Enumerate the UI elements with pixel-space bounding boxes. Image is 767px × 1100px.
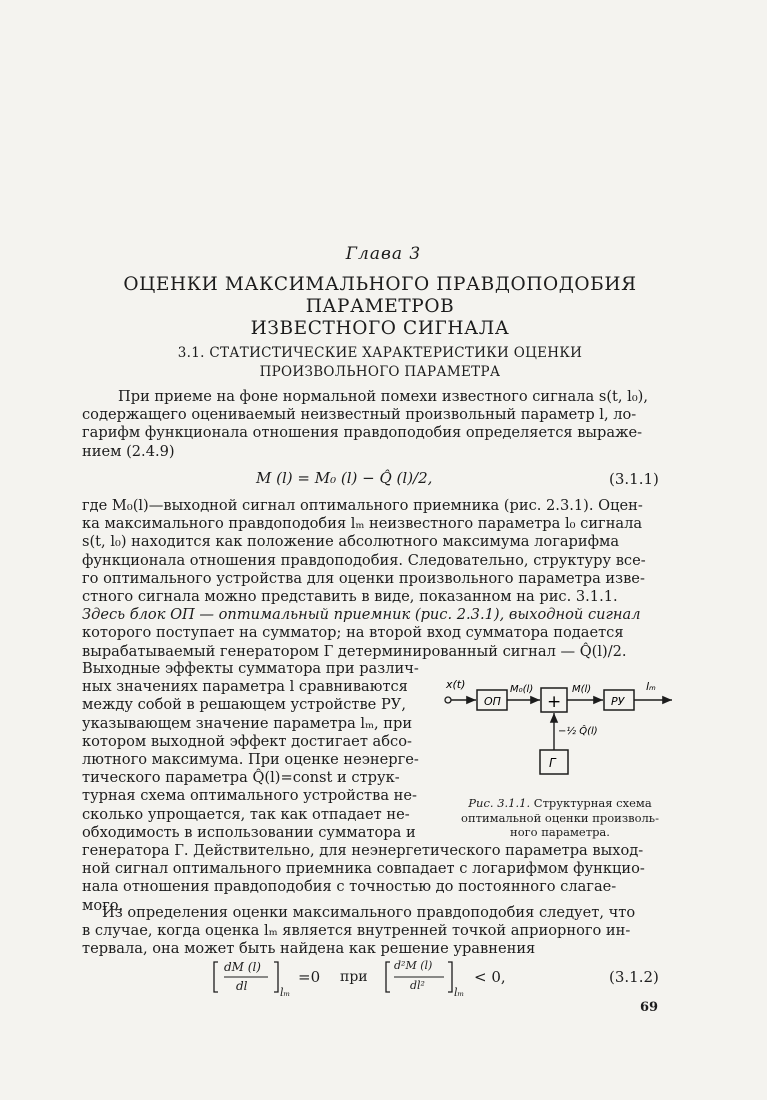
input-terminal (445, 697, 451, 703)
text-line: ка максимального правдоподобия lₘ неизвестного параметра l₀ сигнала (82, 515, 643, 533)
section-heading (120, 344, 640, 382)
op-block-label: ОП (484, 695, 501, 708)
paragraph-3-wrapped (82, 660, 432, 842)
subscript-lm: lₘ (280, 986, 291, 999)
when-word: при (340, 969, 368, 985)
text-line: между собой в решающем устройстве РУ, (82, 696, 406, 714)
text-line: функционала отношения правдоподобия. Следовательно, структуру все- (82, 551, 646, 569)
less-than-zero: < 0, (474, 968, 506, 986)
equation-number: (3.1.1) (609, 470, 659, 488)
chapter-label: Глава 3 (345, 244, 422, 264)
generator-label: Г (549, 756, 556, 770)
equation-number: (3.1.2) (609, 968, 659, 986)
m-label: M(l) (572, 684, 592, 695)
input-label: x(t) (446, 678, 466, 691)
ru-block-label: РУ (611, 695, 625, 708)
text-line: Здесь блок ОП — оптимальный приемник (рис. 2.3.1), выходной сигнал (82, 606, 641, 624)
text-line: которого поступает на сумматор; на второй вход сумматора подается (82, 624, 624, 642)
caption-line: ного параметра. (510, 825, 610, 839)
fraction2-numerator: d²M (l) (394, 959, 433, 972)
text-line: гарифм функционала отношения правдоподобия определяется выраже- (82, 424, 643, 442)
q-half-label: −½ Q̂(l) (558, 726, 598, 737)
equation-3-1-2 (212, 958, 532, 1004)
paragraph-1 (82, 388, 666, 461)
paragraph-2 (82, 497, 666, 661)
fraction1-numerator: dM (l) (224, 960, 261, 974)
chapter-title (60, 274, 700, 340)
text-line: обходимость в использовании сумматора и (82, 823, 416, 841)
block-diagram (440, 668, 700, 790)
text-line: в случае, когда оценка lₘ является внутренней точкой априорного ин- (82, 922, 631, 940)
text-line: генератора Г. Действительно, для неэнергетического параметра выход- (82, 842, 644, 859)
text-line: тического параметра Q̂(l)=const и струк- (82, 769, 400, 787)
chapter-title-line: ИЗВЕСТНОГО СИГНАЛА (250, 318, 510, 339)
text-line: мого. (82, 896, 124, 914)
paragraph-4 (82, 904, 666, 959)
fraction2-denominator: dl² (410, 979, 425, 992)
text-line: нием (2.4.9) (82, 442, 175, 460)
text-line: стного сигнала можно представить в виде, показанном на рис. 3.1.1. (82, 588, 618, 606)
text-line: вырабатываемый генератором Г детерминированный сигнал — Q̂(l)/2. (82, 642, 627, 660)
subscript-lm: lₘ (454, 986, 465, 999)
page-number: 69 (640, 1000, 659, 1015)
text-line: тервала, она может быть найдена как решение уравнения (82, 940, 536, 958)
output-label: lₘ (646, 680, 656, 693)
caption-lead: Рис. 3.1.1. (468, 796, 531, 810)
text-line: сколько упрощается, так как отпадает не- (82, 805, 410, 823)
text-line: содержащего оцениваемый неизвестный произвольный параметр l, ло- (82, 406, 637, 424)
text-line: лютного максимума. При оценке неэнерге- (82, 751, 419, 769)
text-line: го оптимального устройства для оценки произвольного параметра изве- (82, 569, 645, 587)
adder-plus: + (547, 692, 562, 712)
text-line: Выходные эффекты сумматора при различ- (82, 660, 419, 677)
text-line: При приеме на фоне нормальной помехи известного сигнала s(t, l₀), (118, 388, 648, 405)
chapter-title-line: ОЦЕНКИ МАКСИМАЛЬНОГО ПРАВДОПОДОБИЯ ПАРАМЕТРОВ (123, 274, 637, 317)
figure-caption (448, 796, 672, 840)
text-line: ных значениях параметра l сравниваются (82, 678, 408, 696)
text-line: турная схема оптимального устройства не- (82, 787, 417, 805)
text-line: Из определения оценки максимального правдоподобия следует, что (102, 904, 636, 921)
text-line: нала отношения правдоподобия с точностью до постоянного слагае- (82, 878, 617, 896)
caption-line: Структурная схема (533, 796, 652, 810)
section-heading-line: ПРОИЗВОЛЬНОГО ПАРАМЕТРА (259, 364, 501, 380)
equals-zero: =0 (298, 968, 321, 986)
caption-line: оптимальной оценки произволь- (461, 810, 659, 825)
text-line: где M₀(l)—выходной сигнал оптимального приемника (рис. 2.3.1). Оцен- (82, 497, 643, 514)
text-line: котором выходной эффект достигает абсо- (82, 732, 412, 750)
text-line: указывающем значение параметра lₘ, при (82, 714, 413, 732)
m0-label: M₀(l) (510, 684, 534, 695)
text-line: s(t, l₀) находится как положение абсолютного максимума логарифма (82, 533, 620, 551)
section-heading-line: 3.1. СТАТИСТИЧЕСКИЕ ХАРАКТЕРИСТИКИ ОЦЕНКИ (177, 345, 583, 361)
text-line: ной сигнал оптимального приемника совпадает с логарифмом функцио- (82, 860, 645, 878)
equation-3-1-1: M (l) = M₀ (l) − Q̂ (l)/2, (256, 469, 433, 487)
fraction1-denominator: dl (236, 979, 248, 993)
